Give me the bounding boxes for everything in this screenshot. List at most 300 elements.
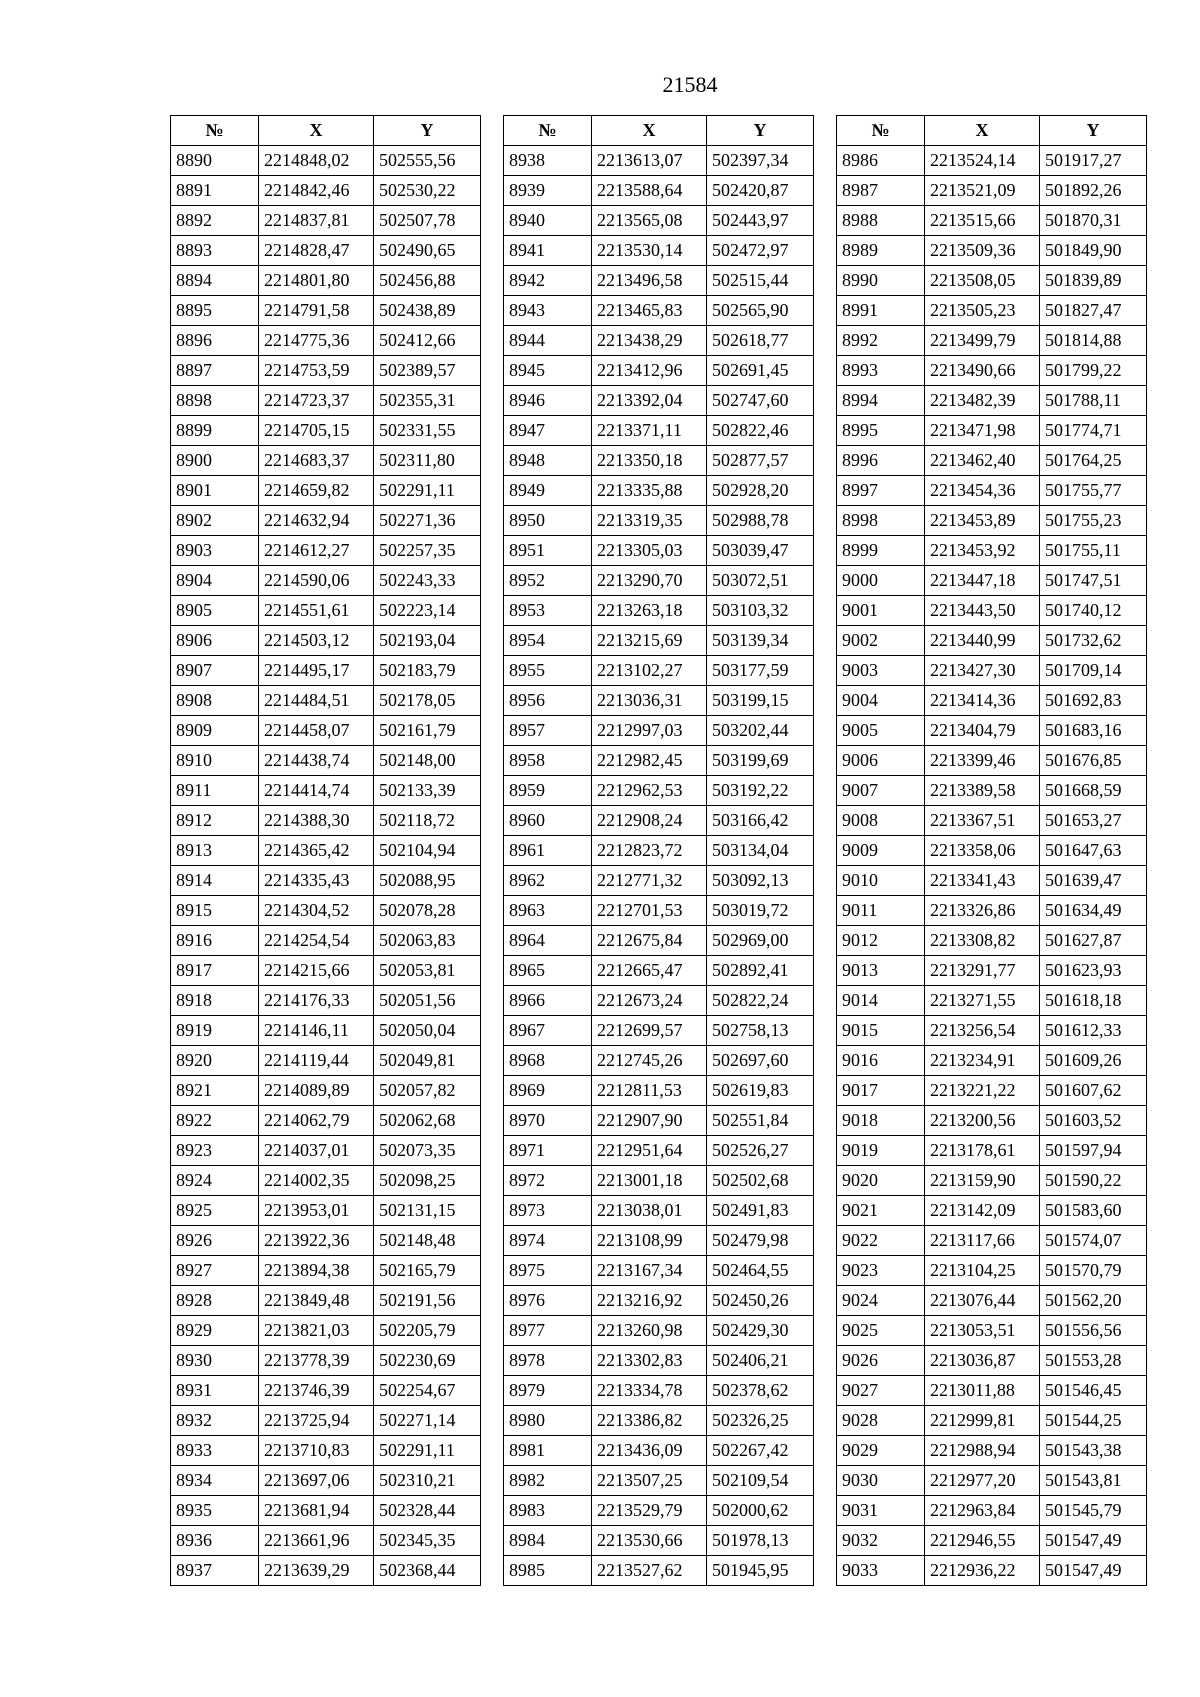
cell-number: 8984 <box>504 1526 592 1556</box>
table-row <box>837 1496 1147 1526</box>
cell-number: 8895 <box>171 296 259 326</box>
cell-y: 501814,88 <box>1040 326 1147 356</box>
table-row <box>171 1166 481 1196</box>
cell-number: 8940 <box>504 206 592 236</box>
coordinates-table-3 <box>836 115 1147 1586</box>
table-row <box>171 206 481 236</box>
cell-y: 502271,36 <box>374 506 481 536</box>
cell-x: 2213076,44 <box>925 1286 1040 1316</box>
cell-y: 501574,07 <box>1040 1226 1147 1256</box>
cell-number: 8917 <box>171 956 259 986</box>
cell-number: 8907 <box>171 656 259 686</box>
cell-number: 8951 <box>504 536 592 566</box>
cell-number: 8918 <box>171 986 259 1016</box>
table-row <box>171 1256 481 1286</box>
cell-y: 501639,47 <box>1040 866 1147 896</box>
table-row <box>171 1556 481 1586</box>
cell-x: 2213167,34 <box>592 1256 707 1286</box>
cell-x: 2213438,29 <box>592 326 707 356</box>
cell-x: 2213725,94 <box>259 1406 374 1436</box>
cell-x: 2213260,98 <box>592 1316 707 1346</box>
cell-number: 8932 <box>171 1406 259 1436</box>
cell-x: 2212771,32 <box>592 866 707 896</box>
cell-y: 502619,83 <box>707 1076 814 1106</box>
cell-x: 2213443,50 <box>925 596 1040 626</box>
cell-x: 2212962,53 <box>592 776 707 806</box>
table-row <box>837 416 1147 446</box>
table-row <box>504 986 814 1016</box>
cell-number: 8902 <box>171 506 259 536</box>
cell-x: 2213319,35 <box>592 506 707 536</box>
cell-x: 2213302,83 <box>592 1346 707 1376</box>
cell-x: 2214176,33 <box>259 986 374 1016</box>
cell-y: 502697,60 <box>707 1046 814 1076</box>
cell-y: 502355,31 <box>374 386 481 416</box>
cell-x: 2214002,35 <box>259 1166 374 1196</box>
cell-x: 2213507,25 <box>592 1466 707 1496</box>
cell-y: 502088,95 <box>374 866 481 896</box>
cell-x: 2213234,91 <box>925 1046 1040 1076</box>
cell-y: 501543,81 <box>1040 1466 1147 1496</box>
cell-y: 502429,30 <box>707 1316 814 1346</box>
table-row <box>171 1136 481 1166</box>
cell-y: 502050,04 <box>374 1016 481 1046</box>
cell-x: 2213389,58 <box>925 776 1040 806</box>
cell-x: 2214146,11 <box>259 1016 374 1046</box>
cell-number: 8890 <box>171 146 259 176</box>
cell-number: 8986 <box>837 146 925 176</box>
cell-y: 502053,81 <box>374 956 481 986</box>
cell-x: 2213334,78 <box>592 1376 707 1406</box>
table-row <box>504 566 814 596</box>
cell-y: 501556,56 <box>1040 1316 1147 1346</box>
table-row <box>171 1226 481 1256</box>
table-row <box>171 416 481 446</box>
table-row <box>837 1436 1147 1466</box>
cell-x: 2212963,84 <box>925 1496 1040 1526</box>
cell-number: 8926 <box>171 1226 259 1256</box>
cell-x: 2213159,90 <box>925 1166 1040 1196</box>
cell-number: 8974 <box>504 1226 592 1256</box>
cell-x: 2214037,01 <box>259 1136 374 1166</box>
cell-number: 8911 <box>171 776 259 806</box>
table-row <box>504 866 814 896</box>
cell-x: 2213639,29 <box>259 1556 374 1586</box>
cell-number: 9031 <box>837 1496 925 1526</box>
table-row <box>504 1496 814 1526</box>
table-row <box>837 1376 1147 1406</box>
cell-y: 502148,48 <box>374 1226 481 1256</box>
cell-number: 9017 <box>837 1076 925 1106</box>
table-row <box>504 536 814 566</box>
cell-number: 8992 <box>837 326 925 356</box>
cell-y: 502822,24 <box>707 986 814 1016</box>
cell-number: 8928 <box>171 1286 259 1316</box>
table-row <box>171 356 481 386</box>
cell-number: 9019 <box>837 1136 925 1166</box>
cell-x: 2213509,36 <box>925 236 1040 266</box>
cell-x: 2214842,46 <box>259 176 374 206</box>
cell-y: 501755,11 <box>1040 536 1147 566</box>
cell-x: 2212811,53 <box>592 1076 707 1106</box>
cell-y: 502254,67 <box>374 1376 481 1406</box>
cell-x: 2212907,90 <box>592 1106 707 1136</box>
cell-y: 501653,27 <box>1040 806 1147 836</box>
cell-y: 501607,62 <box>1040 1076 1147 1106</box>
cell-y: 501676,85 <box>1040 746 1147 776</box>
table-row <box>171 1106 481 1136</box>
cell-x: 2213453,92 <box>925 536 1040 566</box>
cell-x: 2214683,37 <box>259 446 374 476</box>
cell-y: 501870,31 <box>1040 206 1147 236</box>
cell-y: 501732,62 <box>1040 626 1147 656</box>
header-number: № <box>837 116 925 146</box>
cell-y: 503134,04 <box>707 836 814 866</box>
cell-x: 2212977,20 <box>925 1466 1040 1496</box>
cell-y: 502000,62 <box>707 1496 814 1526</box>
cell-x: 2213291,77 <box>925 956 1040 986</box>
cell-x: 2213263,18 <box>592 596 707 626</box>
table-row <box>171 896 481 926</box>
cell-x: 2213922,36 <box>259 1226 374 1256</box>
cell-number: 8976 <box>504 1286 592 1316</box>
table-row <box>504 746 814 776</box>
table-row <box>504 596 814 626</box>
cell-y: 503177,59 <box>707 656 814 686</box>
cell-x: 2213530,66 <box>592 1526 707 1556</box>
cell-x: 2213011,88 <box>925 1376 1040 1406</box>
cell-number: 8995 <box>837 416 925 446</box>
cell-x: 2213404,79 <box>925 716 1040 746</box>
cell-y: 502291,11 <box>374 1436 481 1466</box>
cell-x: 2213482,39 <box>925 386 1040 416</box>
cell-y: 503039,47 <box>707 536 814 566</box>
cell-number: 8949 <box>504 476 592 506</box>
cell-number: 9029 <box>837 1436 925 1466</box>
cell-number: 8894 <box>171 266 259 296</box>
cell-y: 501609,26 <box>1040 1046 1147 1076</box>
table-row <box>171 836 481 866</box>
cell-number: 9021 <box>837 1196 925 1226</box>
cell-y: 502328,44 <box>374 1496 481 1526</box>
cell-number: 8898 <box>171 386 259 416</box>
coordinates-table-1 <box>170 115 481 1586</box>
cell-y: 502161,79 <box>374 716 481 746</box>
cell-number: 8933 <box>171 1436 259 1466</box>
cell-y: 502178,05 <box>374 686 481 716</box>
cell-x: 2213681,94 <box>259 1496 374 1526</box>
cell-number: 9007 <box>837 776 925 806</box>
table-row <box>171 176 481 206</box>
table-row <box>504 476 814 506</box>
cell-y: 501647,63 <box>1040 836 1147 866</box>
table-header-row <box>837 116 1147 146</box>
cell-number: 8897 <box>171 356 259 386</box>
cell-number: 8899 <box>171 416 259 446</box>
cell-number: 8913 <box>171 836 259 866</box>
cell-number: 9025 <box>837 1316 925 1346</box>
cell-y: 501546,45 <box>1040 1376 1147 1406</box>
table-row <box>837 806 1147 836</box>
cell-number: 8996 <box>837 446 925 476</box>
cell-number: 8977 <box>504 1316 592 1346</box>
cell-number: 8964 <box>504 926 592 956</box>
table-row <box>837 1316 1147 1346</box>
cell-x: 2214612,27 <box>259 536 374 566</box>
cell-x: 2213036,87 <box>925 1346 1040 1376</box>
cell-number: 8905 <box>171 596 259 626</box>
table-row <box>837 536 1147 566</box>
cell-x: 2213515,66 <box>925 206 1040 236</box>
cell-y: 502193,04 <box>374 626 481 656</box>
table-row <box>837 926 1147 956</box>
cell-y: 502892,41 <box>707 956 814 986</box>
cell-number: 8941 <box>504 236 592 266</box>
table-row <box>837 1136 1147 1166</box>
table-row <box>504 896 814 926</box>
cell-number: 8985 <box>504 1556 592 1586</box>
cell-y: 501747,51 <box>1040 566 1147 596</box>
cell-number: 9016 <box>837 1046 925 1076</box>
cell-number: 9032 <box>837 1526 925 1556</box>
cell-y: 502472,97 <box>707 236 814 266</box>
table-row <box>504 146 814 176</box>
cell-y: 503199,15 <box>707 686 814 716</box>
cell-y: 501583,60 <box>1040 1196 1147 1226</box>
cell-x: 2212701,53 <box>592 896 707 926</box>
cell-number: 9001 <box>837 596 925 626</box>
table-row <box>837 776 1147 806</box>
header-x: X <box>259 116 374 146</box>
cell-y: 501683,16 <box>1040 716 1147 746</box>
table-row <box>504 506 814 536</box>
table-row <box>504 626 814 656</box>
cell-x: 2213001,18 <box>592 1166 707 1196</box>
cell-x: 2213142,09 <box>925 1196 1040 1226</box>
cell-y: 502311,80 <box>374 446 481 476</box>
table-row <box>504 1556 814 1586</box>
table-header-row <box>171 116 481 146</box>
cell-number: 8979 <box>504 1376 592 1406</box>
table-row <box>504 1106 814 1136</box>
cell-x: 2214119,44 <box>259 1046 374 1076</box>
cell-number: 8958 <box>504 746 592 776</box>
cell-y: 501570,79 <box>1040 1256 1147 1286</box>
cell-x: 2213427,30 <box>925 656 1040 686</box>
table-row <box>837 236 1147 266</box>
cell-number: 8936 <box>171 1526 259 1556</box>
table-row <box>171 1466 481 1496</box>
cell-x: 2212699,57 <box>592 1016 707 1046</box>
cell-y: 501788,11 <box>1040 386 1147 416</box>
table-row <box>837 836 1147 866</box>
cell-number: 8942 <box>504 266 592 296</box>
cell-number: 8956 <box>504 686 592 716</box>
cell-y: 502230,69 <box>374 1346 481 1376</box>
cell-number: 8927 <box>171 1256 259 1286</box>
cell-x: 2213036,31 <box>592 686 707 716</box>
cell-x: 2213447,18 <box>925 566 1040 596</box>
cell-y: 502345,35 <box>374 1526 481 1556</box>
cell-x: 2213454,36 <box>925 476 1040 506</box>
table-row <box>504 1256 814 1286</box>
cell-number: 8919 <box>171 1016 259 1046</box>
cell-number: 8960 <box>504 806 592 836</box>
cell-x: 2212908,24 <box>592 806 707 836</box>
cell-y: 501547,49 <box>1040 1526 1147 1556</box>
cell-x: 2214791,58 <box>259 296 374 326</box>
page-number: 21584 <box>662 72 718 97</box>
cell-x: 2214458,07 <box>259 716 374 746</box>
cell-y: 502530,22 <box>374 176 481 206</box>
cell-y: 502148,00 <box>374 746 481 776</box>
cell-x: 2213613,07 <box>592 146 707 176</box>
cell-x: 2214484,51 <box>259 686 374 716</box>
table-row <box>504 806 814 836</box>
header-y: Y <box>707 116 814 146</box>
table-row <box>504 386 814 416</box>
table-row <box>171 1346 481 1376</box>
cell-number: 8924 <box>171 1166 259 1196</box>
cell-number: 8938 <box>504 146 592 176</box>
cell-number: 8972 <box>504 1166 592 1196</box>
cell-number: 8920 <box>171 1046 259 1076</box>
cell-number: 8891 <box>171 176 259 206</box>
table-row <box>171 1496 481 1526</box>
cell-y: 502310,21 <box>374 1466 481 1496</box>
cell-number: 8962 <box>504 866 592 896</box>
cell-number: 8904 <box>171 566 259 596</box>
cell-number: 8934 <box>171 1466 259 1496</box>
cell-y: 502412,66 <box>374 326 481 356</box>
table-row <box>171 296 481 326</box>
table-row <box>504 1376 814 1406</box>
cell-y: 503139,34 <box>707 626 814 656</box>
cell-x: 2213565,08 <box>592 206 707 236</box>
cell-number: 8953 <box>504 596 592 626</box>
cell-y: 501597,94 <box>1040 1136 1147 1166</box>
cell-number: 8983 <box>504 1496 592 1526</box>
cell-y: 502243,33 <box>374 566 481 596</box>
cell-x: 2214254,54 <box>259 926 374 956</box>
cell-number: 8971 <box>504 1136 592 1166</box>
cell-x: 2213778,39 <box>259 1346 374 1376</box>
cell-number: 8914 <box>171 866 259 896</box>
cell-x: 2213440,99 <box>925 626 1040 656</box>
cell-y: 502063,83 <box>374 926 481 956</box>
cell-x: 2213335,88 <box>592 476 707 506</box>
cell-number: 9023 <box>837 1256 925 1286</box>
cell-number: 8908 <box>171 686 259 716</box>
cell-number: 8999 <box>837 536 925 566</box>
table-row <box>504 236 814 266</box>
table-row <box>837 266 1147 296</box>
table-row <box>504 956 814 986</box>
cell-y: 501978,13 <box>707 1526 814 1556</box>
cell-y: 502877,57 <box>707 446 814 476</box>
table-row <box>171 1076 481 1106</box>
cell-number: 8961 <box>504 836 592 866</box>
cell-x: 2213386,82 <box>592 1406 707 1436</box>
table-row <box>837 1466 1147 1496</box>
cell-x: 2214062,79 <box>259 1106 374 1136</box>
cell-number: 9027 <box>837 1376 925 1406</box>
table-row <box>504 446 814 476</box>
table-row <box>504 296 814 326</box>
table-row <box>837 1076 1147 1106</box>
cell-number: 8980 <box>504 1406 592 1436</box>
cell-x: 2213221,22 <box>925 1076 1040 1106</box>
table-row <box>171 1046 481 1076</box>
cell-x: 2213527,62 <box>592 1556 707 1586</box>
cell-y: 502555,56 <box>374 146 481 176</box>
cell-x: 2213496,58 <box>592 266 707 296</box>
cell-x: 2214495,17 <box>259 656 374 686</box>
table-row <box>837 1526 1147 1556</box>
cell-y: 502378,62 <box>707 1376 814 1406</box>
cell-y: 501839,89 <box>1040 266 1147 296</box>
table-row <box>504 1076 814 1106</box>
cell-y: 501553,28 <box>1040 1346 1147 1376</box>
cell-y: 502420,87 <box>707 176 814 206</box>
table-row <box>504 1196 814 1226</box>
cell-x: 2212823,72 <box>592 836 707 866</box>
table-row <box>171 1286 481 1316</box>
cell-x: 2214503,12 <box>259 626 374 656</box>
table-row <box>837 716 1147 746</box>
cell-x: 2213341,43 <box>925 866 1040 896</box>
table-row <box>171 236 481 266</box>
cell-x: 2214775,36 <box>259 326 374 356</box>
cell-y: 501827,47 <box>1040 296 1147 326</box>
cell-x: 2213821,03 <box>259 1316 374 1346</box>
cell-number: 8989 <box>837 236 925 266</box>
cell-number: 8997 <box>837 476 925 506</box>
table-row <box>504 1046 814 1076</box>
cell-y: 503103,32 <box>707 596 814 626</box>
cell-x: 2213371,11 <box>592 416 707 446</box>
cell-number: 8922 <box>171 1106 259 1136</box>
cell-x: 2213894,38 <box>259 1256 374 1286</box>
table-row <box>504 266 814 296</box>
cell-number: 8896 <box>171 326 259 356</box>
table-row <box>171 626 481 656</box>
cell-number: 8968 <box>504 1046 592 1076</box>
table-row <box>504 1346 814 1376</box>
cell-x: 2214659,82 <box>259 476 374 506</box>
cell-x: 2213849,48 <box>259 1286 374 1316</box>
cell-number: 8991 <box>837 296 925 326</box>
cell-y: 502118,72 <box>374 806 481 836</box>
cell-x: 2214388,30 <box>259 806 374 836</box>
cell-number: 8950 <box>504 506 592 536</box>
cell-y: 502515,44 <box>707 266 814 296</box>
table-row <box>837 1046 1147 1076</box>
cell-y: 501774,71 <box>1040 416 1147 446</box>
cell-x: 2213305,03 <box>592 536 707 566</box>
cell-number: 8915 <box>171 896 259 926</box>
table-row <box>837 956 1147 986</box>
cell-x: 2213399,46 <box>925 746 1040 776</box>
cell-number: 9011 <box>837 896 925 926</box>
table-row <box>837 686 1147 716</box>
table-row <box>504 326 814 356</box>
cell-x: 2212988,94 <box>925 1436 1040 1466</box>
cell-number: 8946 <box>504 386 592 416</box>
cell-y: 502109,54 <box>707 1466 814 1496</box>
table-row <box>171 746 481 776</box>
cell-x: 2213358,06 <box>925 836 1040 866</box>
